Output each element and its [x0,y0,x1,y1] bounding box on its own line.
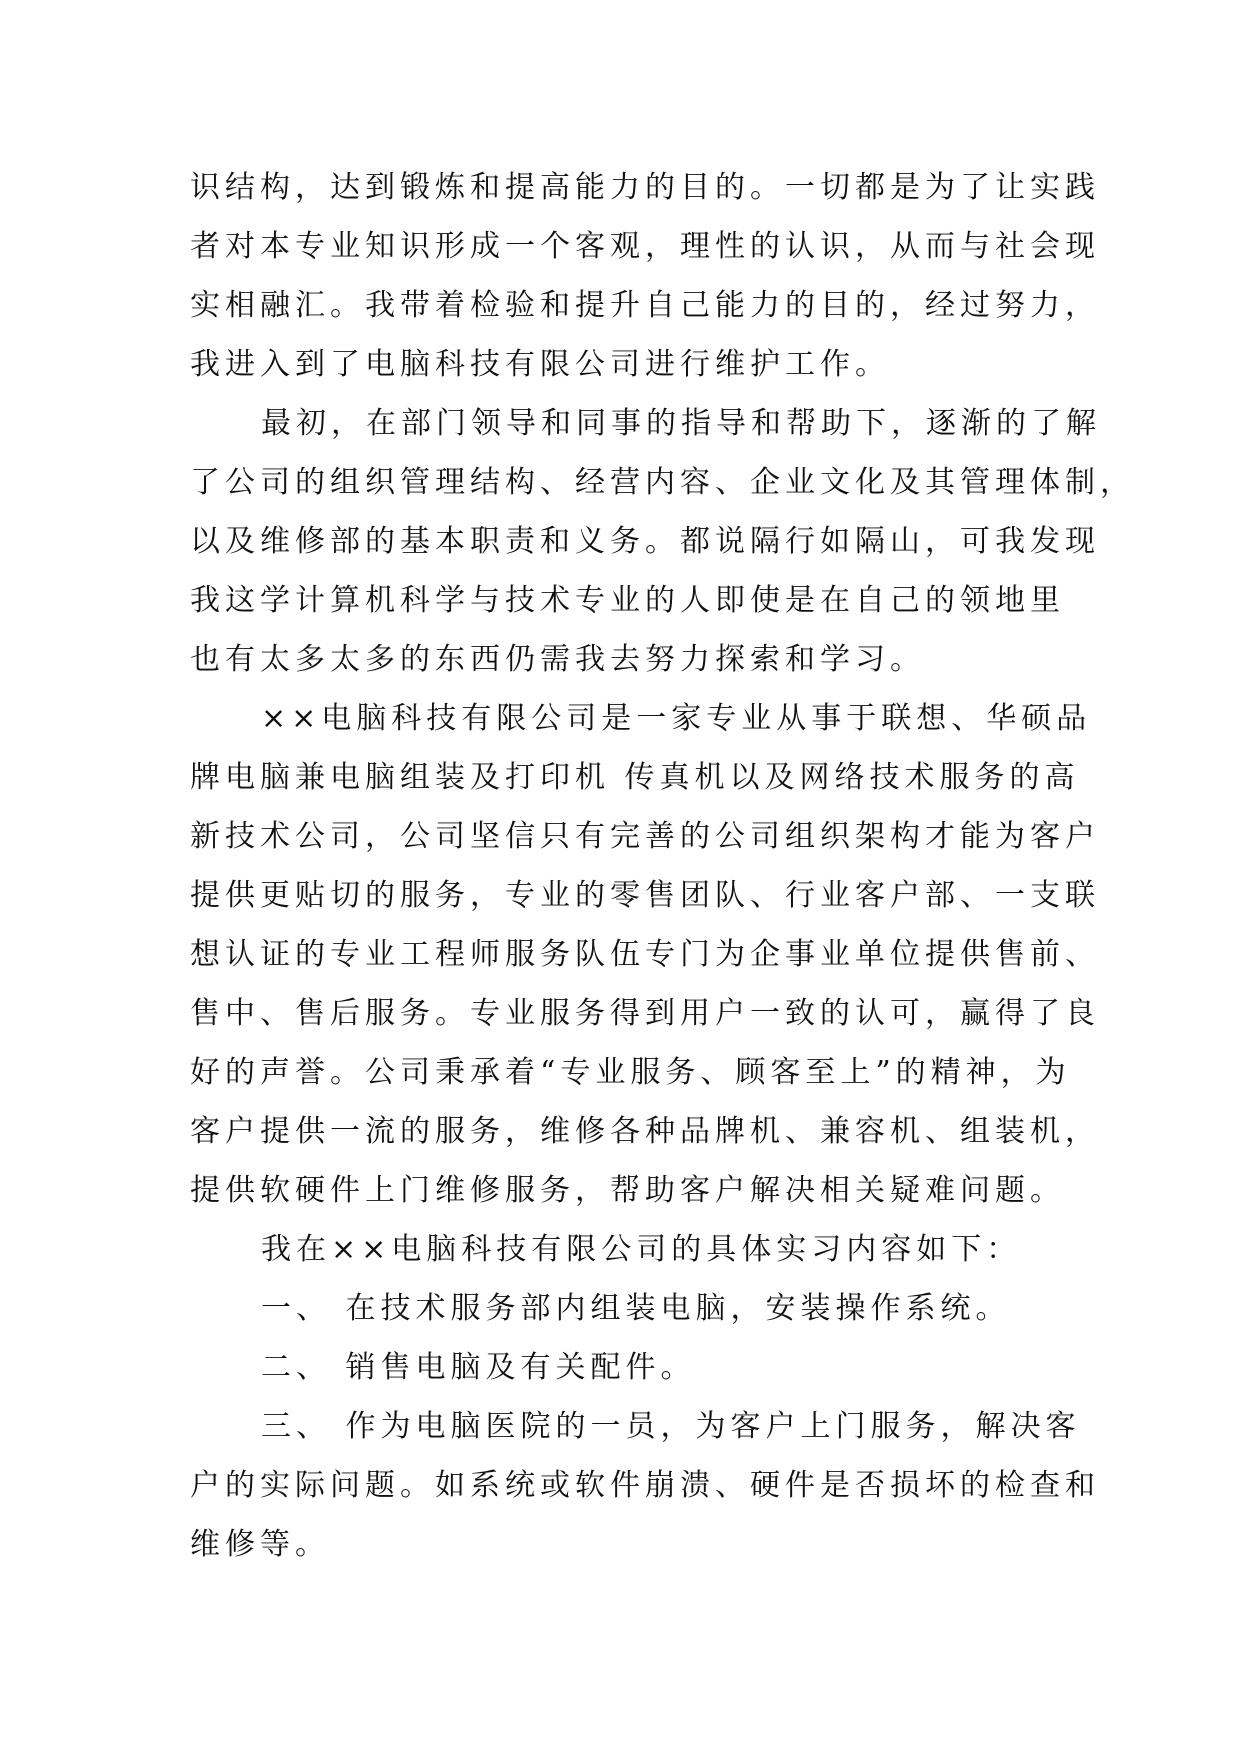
text-line: 维修等。 [190,1527,330,1562]
text-line: 实相融汇。我带着检验和提升自己能力的目的，经过努力， [190,288,1100,323]
text-line: 以及维修部的基本职责和义务。都说隔行如隔山，可我发现 [190,524,1100,559]
text-line: 提供软硬件上门维修服务，帮助客户解决相关疑难问题。 [190,1173,1065,1208]
document-body [190,158,1135,1574]
list-item-line: 三、 作为电脑医院的一员，为客户上门服务，解决客 [261,1409,1081,1444]
text-line: 牌电脑兼电脑组装及打印机 传真机以及网络技术服务的高 [190,760,1080,795]
text-line: 新技术公司，公司坚信只有完善的公司组织架构才能为客户 [190,819,1100,854]
text-line: 者对本专业知识形成一个客观，理性的认识，从而与社会现 [190,229,1100,264]
text-line: 客户提供一流的服务，维修各种品牌机、兼容机、组装机， [190,1114,1100,1149]
text-line: 提供更贴切的服务，专业的零售团队、行业客户部、一支联 [190,878,1100,913]
paragraph-start-line: 我在××电脑科技有限公司的具体实习内容如下： [261,1232,1022,1267]
paragraph-start-line: 最初，在部门领导和同事的指导和帮助下，逐渐的了解 [261,406,1101,441]
list-item-line: 一、 在技术服务部内组装电脑，安装操作系统。 [261,1291,1011,1326]
text-line: 好的声誉。公司秉承着“专业服务、顾客至上”的精神，为 [190,1055,1071,1090]
text-line: 户的实际问题。如系统或软件崩溃、硬件是否损坏的检查和 [190,1468,1100,1503]
text-line: 我进入到了电脑科技有限公司进行维护工作。 [190,347,890,382]
text-line: 识结构，达到锻炼和提高能力的目的。一切都是为了让实践 [190,170,1100,205]
text-line: 售中、售后服务。专业服务得到用户一致的认可，赢得了良 [190,996,1100,1031]
list-item-line: 二、 销售电脑及有关配件。 [261,1350,696,1385]
text-line: 了公司的组织管理结构、经营内容、企业文化及其管理体制， [190,465,1135,500]
text-line: 我这学计算机科学与技术专业的人即使是在自己的领地里 [190,583,1065,618]
text-line: 想认证的专业工程师服务队伍专门为企事业单位提供售前、 [190,937,1100,972]
text-line: 也有太多太多的东西仍需我去努力探索和学习。 [190,642,925,677]
paragraph-start-line: ××电脑科技有限公司是一家专业从事于联想、华硕品 [261,701,1092,736]
